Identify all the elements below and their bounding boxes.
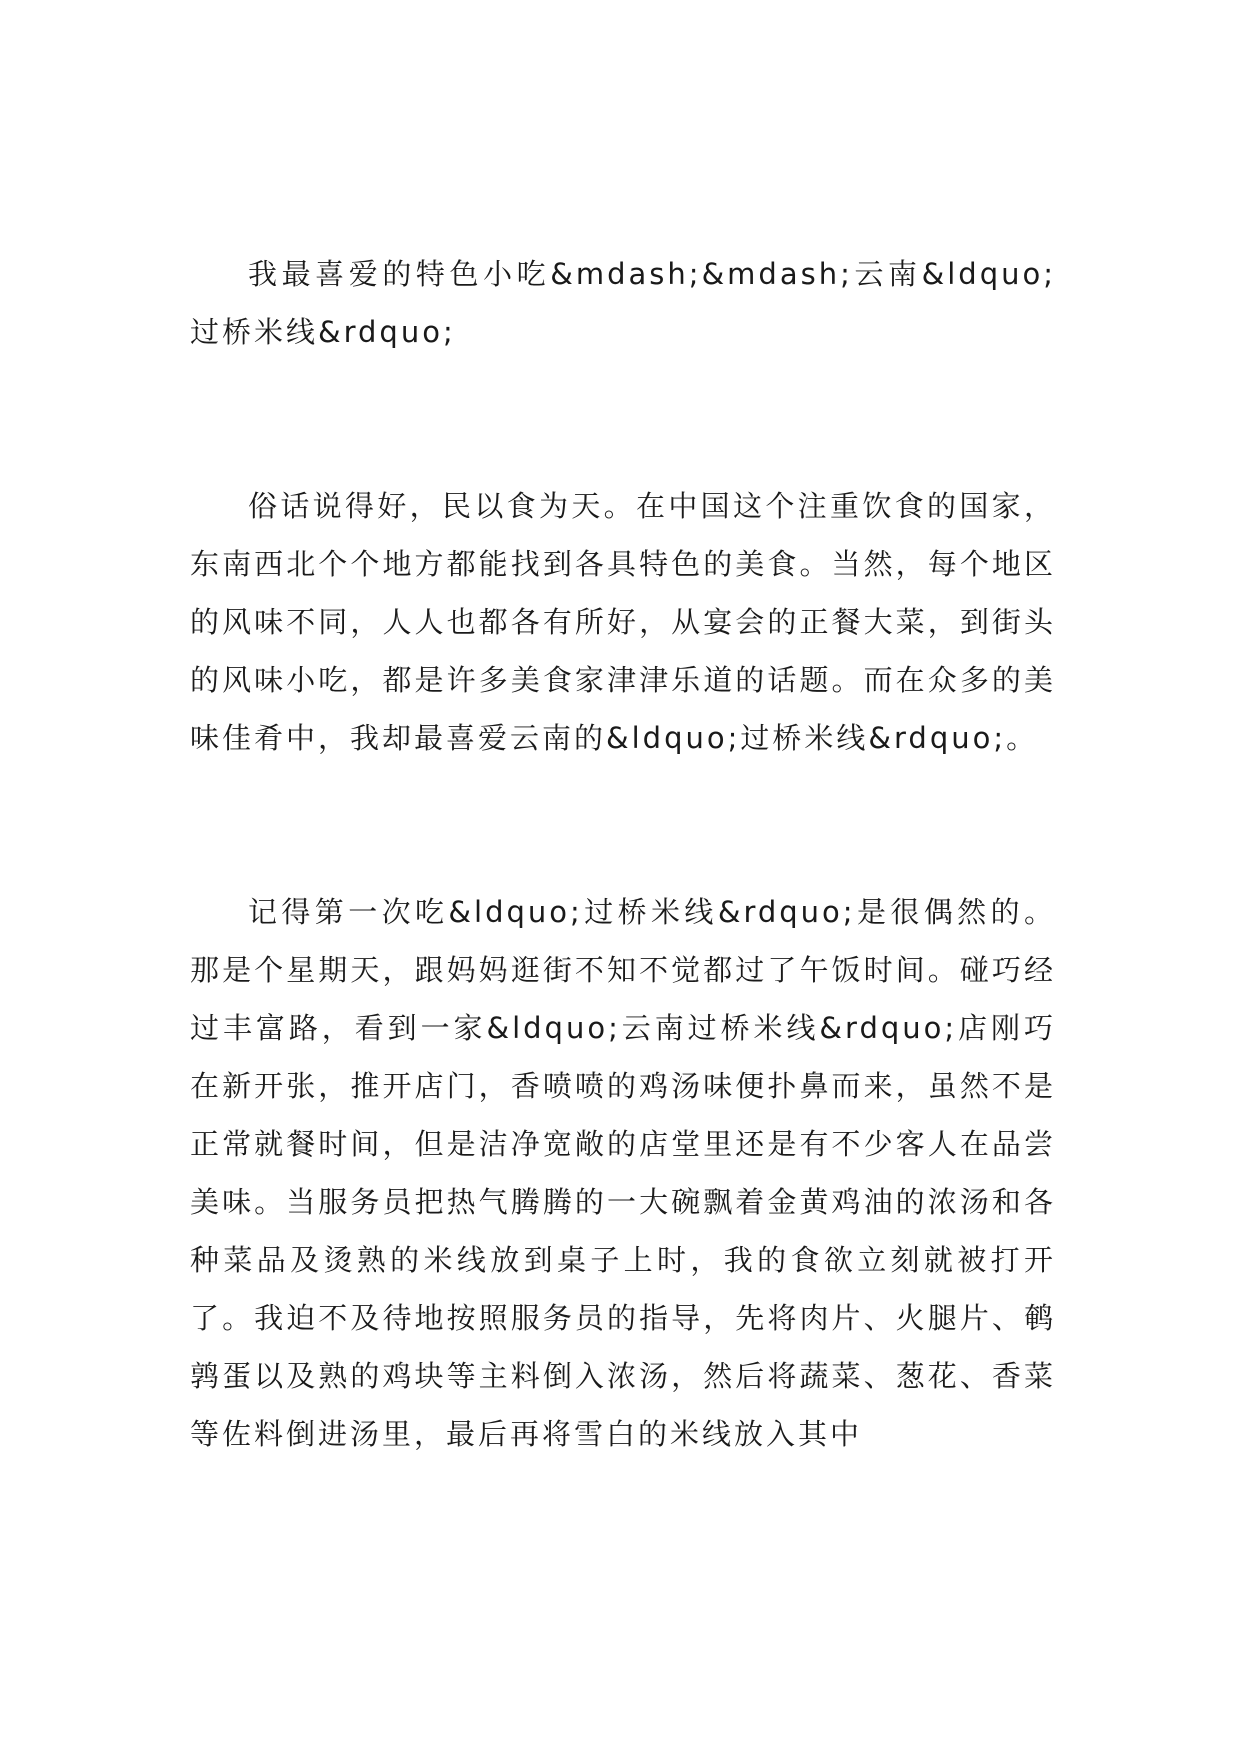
paragraph-2: 记得第一次吃&ldquo;过桥米线&rdquo;是很偶然的。那是个星期天，跟妈妈逛街不知不觉都过了午饭时间。碰巧经过丰富路，看到一家&ldquo;云南过桥米线&rdquo;店刚巧在新开张，推开店门，香喷喷的鸡汤味便扑鼻而来，虽然不是正常就餐时间，但是洁净宽敞的店堂里还是有不少客人在品尝美味。当服务员把热气腾腾的一大碗飘着金黄鸡油的浓汤和各种菜品及烫熟的米线放到桌子上时，我的食欲立刻就被打开了。我迫不及待地按照服务员的指导，先将肉片、火腿片、鹌鹑蛋以及熟的鸡块等主料倒入浓汤，然后将蔬菜、葱花、香菜等佐料倒进汤里，最后再将雪白的米线放入其中	[190, 895, 1056, 1451]
paragraph-1: 俗话说得好，民以食为天。在中国这个注重饮食的国家，东南西北个个地方都能找到各具特色的美食。当然，每个地区的风味不同，人人也都各有所好，从宴会的正餐大菜，到街头的风味小吃，都是许多美食家津津乐道的话题。而在众多的美味佳肴中，我却最喜爱云南的&ldquo;过桥米线&rdquo;。	[190, 489, 1056, 755]
document-body	[190, 245, 1056, 1463]
document-title: 我最喜爱的特色小吃&mdash;&mdash;云南&ldquo;过桥米线&rdquo;	[190, 257, 1056, 349]
